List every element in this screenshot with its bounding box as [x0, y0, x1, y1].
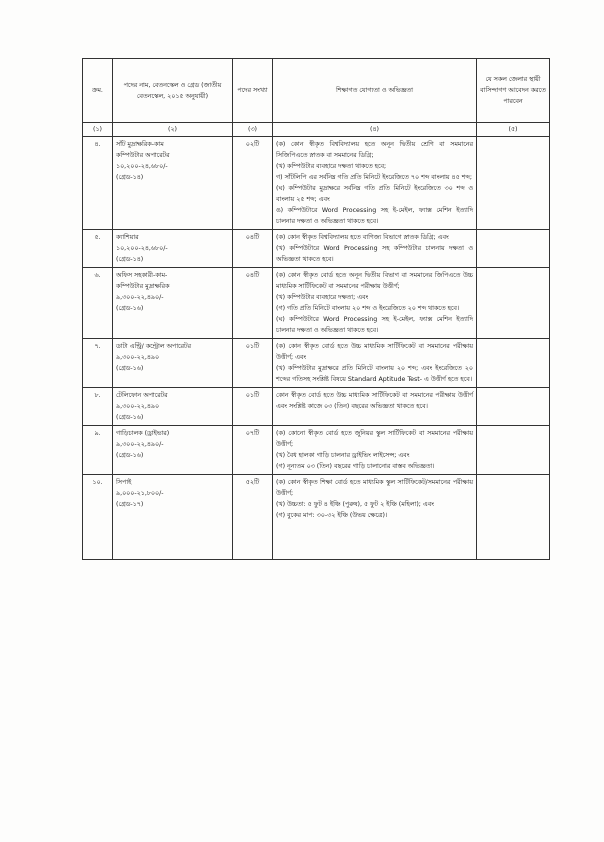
recruitment-table: [82, 58, 550, 560]
post-details: [113, 339, 233, 388]
post-count: ০৭টি: [233, 426, 273, 475]
post-detail-line: ১০,২০০-২৪,৬৮০/-: [116, 163, 168, 170]
eligible-districts: [477, 137, 550, 230]
post-name: সিপাই: [116, 479, 132, 486]
post-name: সাঁট মুদ্রাক্ষরিক-কাম: [116, 141, 164, 148]
qualification: [273, 388, 477, 426]
post-row: [83, 137, 550, 230]
eligible-districts: [477, 426, 550, 475]
post-row: [83, 339, 550, 388]
post-count: ০২টি: [233, 137, 273, 230]
qualification-item: (খ) কম্পিউটার ব্যবহারে দক্ষতা থাকতে হবে;: [276, 163, 387, 170]
post-details: [113, 426, 233, 475]
post-name: ক্যাশিয়ার: [116, 234, 139, 241]
qualification-item: (ক) কোন স্বীকৃত বোর্ড হতে উচ্চ মাধ্যমিক সার্টিফিকেট বা সমমানের পরীক্ষায় উত্তীর্ণ; এবং: [276, 343, 473, 361]
eligible-districts: [477, 339, 550, 388]
column-number-row: [83, 123, 550, 137]
qualification-item: (ঘ) কম্পিউটার মুদ্রাক্ষরে সর্বনিম্ন গতি প্রতি মিনিটে ইংরেজিতে ৩০ শব্দ ও বাংলায় ২৫ শব্দ; এবং: [276, 185, 473, 203]
qualification-item: (ক) কোন স্বীকৃত বিশ্ববিদ্যালয় হতে বাণিজ্য বিভাগে স্নাতক ডিগ্রি; এবং: [276, 234, 449, 241]
eligible-districts: [477, 230, 550, 268]
header-count: পদের সংখ্যা: [233, 59, 273, 123]
header-eligible: যে সকল জেলার স্থায়ী বাসিন্দাগণ আবেদন করতে পারবেন: [477, 59, 550, 123]
column-number: (১): [83, 123, 113, 137]
qualification-item: কোন স্বীকৃত বোর্ড হতে উচ্চ মাধ্যমিক সার্টিফিকেট বা সমমানের পরীক্ষায় উত্তীর্ণ এবং সংশ্লিষ্ট কাজে ০৩ (তিন) বছরের অভিজ্ঞতা থাকতে হবে।: [276, 392, 473, 410]
header-qualification: শিক্ষাগত যোগ্যতা ও অভিজ্ঞতা: [273, 59, 477, 123]
qualification: [273, 230, 477, 268]
qualification-item: (খ) কম্পিউটার মুদ্রাক্ষরে প্রতি মিনিটে বাংলায় ২০ শব্দ; এবং ইংরেজিতে ২০ শব্দের গতিসহ সংশ্লিষ্ট বিষয়ে Standard Aptitude Test- এ উত্তীর্ণ হতে হবে।: [276, 365, 473, 383]
post-row: [83, 230, 550, 268]
post-count: ০৪টি: [233, 268, 273, 339]
qualification: [273, 475, 477, 560]
qualification: [273, 339, 477, 388]
qualification-item: (খ) উচ্চতা: ৫ ফুট ৪ ইঞ্চি (পুরুষ), ৫ ফুট ২ ইঞ্চি (মহিলা); এবং: [276, 501, 434, 508]
qualification-item: গ) সাঁটলিপি এর সর্বনিম্ন গতি প্রতি মিনিটে ইংরেজিতে ৭০ শব্দ বাংলায় ৪৫ শব্দ;: [276, 174, 472, 181]
post-detail-line: ৯,৩০০-২২,৪৯০: [116, 403, 160, 410]
qualification-item: (খ) বৈধ হালকা গাড়ি চালনার ড্রাইভিং লাইসেন্স; এবং: [276, 452, 410, 459]
qualification-item: (খ) কম্পিউটারে Word Processing সহ কম্পিউটার চালনায় দক্ষতা ও অভিজ্ঞতা থাকতে হবে।: [276, 245, 473, 263]
qualification-item: (ক) কোন স্বীকৃত বোর্ড হতে অনূন দ্বিতীয় বিভাগ বা সমমানের জিপিএতে উচ্চ মাধ্যমিক সার্টিফিকেট বা সমমানের পরীক্ষায় উত্তীর্ণ;: [276, 272, 473, 290]
post-detail-line: কম্পিউটার অপারেটর: [116, 152, 170, 159]
qualification-item: (ক) কোনো স্বীকৃত বোর্ড হতে জুনিয়র স্কুল সার্টিফিকেট বা সমমানের পরীক্ষায় উত্তীর্ণ;: [276, 430, 473, 448]
header-row: [83, 59, 550, 123]
post-detail-line: ৯,৩০০-২২,৪৯০/-: [116, 441, 164, 448]
post-row: [83, 388, 550, 426]
post-details: [113, 388, 233, 426]
post-detail-line: ৯,৩০০-২২,৪৯০/-: [116, 294, 164, 301]
post-row: [83, 475, 550, 560]
post-detail-line: (গ্রেড-১৪): [116, 256, 144, 263]
qualification-item: (গ) নূন্যতম ০৩ (তিন) বছরের গাড়ি চালানোর বাস্তব অভিজ্ঞতা।: [276, 463, 435, 470]
serial-number: ৯.: [83, 426, 113, 475]
qualification: [273, 426, 477, 475]
post-details: [113, 475, 233, 560]
qualification-item: (গ) গতি প্রতি মিনিটে বাংলায় ২০ শব্দ ও ইংরেজিতে ২০ শব্দ থাকতে হবে।: [276, 305, 460, 312]
serial-number: ১০.: [83, 475, 113, 560]
post-row: [83, 268, 550, 339]
post-name: ডাটা এন্ট্রি/ কন্ট্রোল অপারেটর: [116, 343, 191, 350]
column-number: (৫): [477, 123, 550, 137]
header-sl: ক্রম.: [83, 59, 113, 123]
post-detail-line: (গ্রেড-১৭): [116, 501, 144, 508]
post-count: ০১টি: [233, 339, 273, 388]
qualification-item: (গ) বুকের মাপ: ৩০-৩২ ইঞ্চি (উভয় ক্ষেত্রে)।: [276, 512, 388, 519]
eligible-districts: [477, 388, 550, 426]
header-post: পদের নাম, বেতনস্কেল ও গ্রেড (জাতীয় বেতনস্কেল, ২০১৫ অনুযায়ী): [113, 59, 233, 123]
serial-number: ৭.: [83, 339, 113, 388]
post-detail-line: কম্পিউটার মুদ্রাক্ষরিক: [116, 283, 170, 290]
column-number: (৪): [273, 123, 477, 137]
serial-number: ৬.: [83, 268, 113, 339]
qualification-item: (ক) কোন স্বীকৃত শিক্ষা বোর্ড হতে মাধ্যমিক স্কুল সার্টিফিকেট/সমমানের পরীক্ষায় উত্তীর্ণ;: [276, 479, 473, 497]
post-row: [83, 426, 550, 475]
post-detail-line: (গ্রেড-১৬): [116, 365, 144, 372]
qualification-item: (খ) কম্পিউটার ব্যবহারে দক্ষতা; এবং: [276, 294, 369, 301]
post-details: [113, 230, 233, 268]
qualification: [273, 268, 477, 339]
qualification-item: ঙ) কম্পিউটারে Word Processing সহ ই-মেইল, ফ্যাক্স মেশিন ইত্যাদি চালনার দক্ষতা ও অভিজ্ঞতা থাকতে হবে।: [276, 207, 473, 225]
eligible-districts: [477, 268, 550, 339]
column-number: (৩): [233, 123, 273, 137]
post-details: [113, 268, 233, 339]
eligible-districts: [477, 475, 550, 560]
post-name: টেলিফোন অপারেটর: [116, 392, 168, 399]
qualification: [273, 137, 477, 230]
post-detail-line: (গ্রেড-১৬): [116, 452, 144, 459]
post-detail-line: ৯,৩০০-২২,৪৯০: [116, 354, 160, 361]
post-count: ০১টি: [233, 388, 273, 426]
post-details: [113, 137, 233, 230]
post-detail-line: (গ্রেড-১৬): [116, 414, 144, 421]
serial-number: ৮.: [83, 388, 113, 426]
post-detail-line: ৯,০০০-২১,৮০০/-: [116, 490, 164, 497]
post-detail-line: (গ্রেড-১৪): [116, 174, 144, 181]
qualification-item: (ক) কোন স্বীকৃত বিশ্ববিদ্যালয় হতে অনূন দ্বিতীয় শ্রেণি বা সমমানের সিজিপিএতে স্নাতক বা সমমানের ডিগ্রি;: [276, 141, 473, 159]
qualification-item: (ঘ) কম্পিউটারে Word Processing সহ ই-মেইল, ফ্যাক্স মেশিন ইত্যাদি চালনার দক্ষতা ও অভিজ্ঞতা থাকতে হবে।: [276, 316, 473, 334]
post-count: ৫২টি: [233, 475, 273, 560]
post-name: গাড়িচালক (ড্রাইভার): [116, 430, 170, 437]
post-name: অফিস সহকারী-কাম-: [116, 272, 168, 279]
post-detail-line: (গ্রেড-১৬): [116, 305, 144, 312]
serial-number: ৪.: [83, 137, 113, 230]
column-number: (২): [113, 123, 233, 137]
post-count: ০৪টি: [233, 230, 273, 268]
serial-number: ৫.: [83, 230, 113, 268]
post-detail-line: ১০,২০০-২৪,৬৮০/-: [116, 245, 168, 252]
